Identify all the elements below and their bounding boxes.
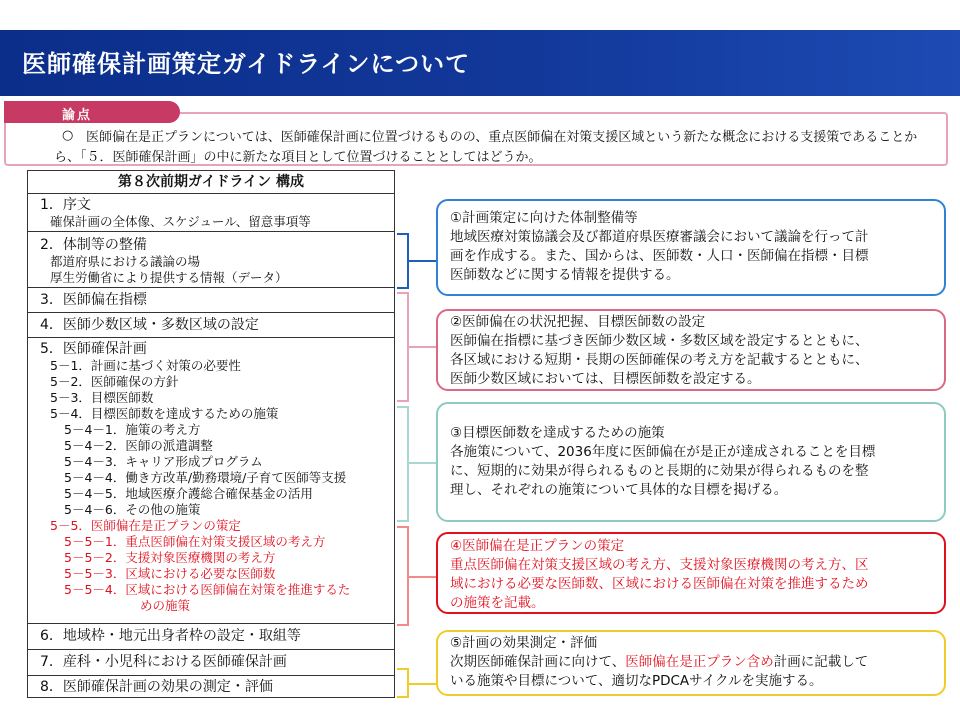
card-2-text [450,313,940,389]
toc-subitem-highlight: めの施策 [140,598,191,613]
card-line: 理し、それぞれの施策について具体的な目標を掲げる。 [450,482,788,498]
issue-tag-label: 論点 [62,108,93,123]
toc-section-sub: 確保計画の全体像、スケジュール、留意事項等 [50,214,311,229]
issue-bullet: ○ [62,128,74,143]
toc-table [27,170,395,698]
card-line-highlight: 医師偏在是正プラン含め [625,654,774,670]
title-bar [0,30,960,96]
toc-item: 5－3．目標医師数 [50,390,154,405]
toc-section-8: 8．医師確保計画の効果の測定・評価 [40,679,273,695]
bracket-teal [397,406,409,522]
card-line: 各施策について、2036年度に医師偏在が是正が達成されることを目標 [450,444,876,460]
issue-tag [4,101,180,123]
toc-section-6: 6．地域枠・地元出身者枠の設定・取組等 [28,624,394,650]
toc-heading: 第８次前期ガイドライン 構成 [28,171,394,194]
card-line: 画を作成する。また、国からは、医師数・人口・医師偏在指標・目標 [450,248,869,264]
card-line: に、短期的に効果が得られるものと長期的に効果が得られるものを整 [450,463,869,479]
toc-section-4: 4．医師少数区域・多数区域の設定 [28,313,394,338]
toc-subitem: 5－4－1．施策の考え方 [64,422,201,437]
card-line: 重点医師偏在対策支援区域の考え方、支援対象医療機関の考え方、区 [450,557,869,573]
toc-subitem-highlight: 5－5－2．支援対象医療機関の考え方 [64,550,276,565]
toc-section-7: 7．産科・小児科における医師確保計画 [28,650,394,676]
toc-subitem-highlight: 5－5－3．区域における必要な医師数 [64,566,276,581]
card-line: 医師数などに関する情報を提供する。 [450,267,680,283]
toc-subitem: 5－4－5．地域医療介護総合確保基金の活用 [64,486,313,501]
connector-blue [409,260,436,262]
connector-pink [409,346,436,348]
toc-item-highlight: 5－5．医師偏在是正プランの策定 [50,518,241,533]
toc-section-title: 2．体制等の整備 [40,237,147,253]
card-line [450,653,940,672]
toc-subitem: 5－4－6．その他の施策 [64,502,201,517]
card-title: ④医師偏在是正プランの策定 [450,538,625,554]
toc-subitem-highlight: 5－5－4．区域における医師偏在対策を推進するた [64,582,351,597]
toc-section-sub: 厚生労働省により提供する情報（データ） [50,270,288,285]
card-5-text [450,634,940,691]
card-line: 地域医療対策協議会及び都道府県医療審議会において議論を行って計 [450,229,869,245]
card-title: ②医師偏在の状況把握、目標医師数の設定 [450,314,706,330]
toc-subitem: 5－4－4．働き方改革/勤務環境/子育て医師等支援 [64,470,347,485]
card-line: 医師偏在指標に基づき医師少数区域・多数区域を設定するとともに、 [450,333,869,349]
bracket-red [397,526,409,626]
card-line-part: 次期医師確保計画に向けて、 [450,654,626,670]
card-title: ①計画策定に向けた体制整備等 [450,210,638,226]
toc-section-title: 1．序文 [40,197,91,213]
card-line: いる施策や目標について、適切なPDCAサイクルを実施する。 [450,673,823,689]
toc-item: 5－4．目標医師数を達成するための施策 [50,406,279,421]
toc-subitem-highlight: 5－5－1．重点医師偏在対策支援区域の考え方 [64,534,326,549]
card-line-part: 計画に記載して [773,654,869,670]
card-title: ③目標医師数を達成するための施策 [450,425,665,441]
toc-item: 5－2．医師確保の方針 [50,374,179,389]
toc-section-2 [28,232,394,288]
card-line: 各区域における短期・長期の医師確保の考え方を記載するとともに、 [450,352,869,368]
toc-section-5 [28,338,394,624]
card-3-text [450,424,940,500]
card-line: の施策を記載。 [450,595,545,611]
issue-text-body: 医師偏在是正プランについては、医師確保計画に位置づけるものの、重点医師偏在対策支援区域という新たな概念における支援策であることから、「５．医師確保計画」の中に新たな項目として位置づけることとしてはどうか。 [54,130,918,165]
card-title: ⑤計画の効果測定・評価 [450,635,598,651]
bracket-pink [397,292,409,402]
card-line: 医師少数区域においては、目標医師数を設定する。 [450,371,761,387]
connector-teal [409,462,436,464]
toc-item: 5－1．計画に基づく対策の必要性 [50,358,241,373]
card-line: 域における必要な医師数、区域における医師偏在対策を推進するため [450,576,869,592]
issue-text [54,128,940,168]
connector-yellow [409,683,436,685]
card-4-text [450,537,940,613]
page-title: 医師確保計画策定ガイドラインについて [22,50,471,78]
bracket-blue [397,233,409,289]
toc-section-title: 5．医師確保計画 [40,341,147,357]
card-1-text [450,209,940,285]
connector-red [409,576,436,578]
toc-section-3: 3．医師偏在指標 [28,288,394,313]
bracket-yellow [397,668,409,698]
toc-section-1 [28,194,394,232]
toc-subitem: 5－4－3．キャリア形成プログラム [64,454,263,469]
toc-subitem: 5－4－2．医師の派遣調整 [64,438,213,453]
toc-section-sub: 都道府県における議論の場 [50,254,201,269]
